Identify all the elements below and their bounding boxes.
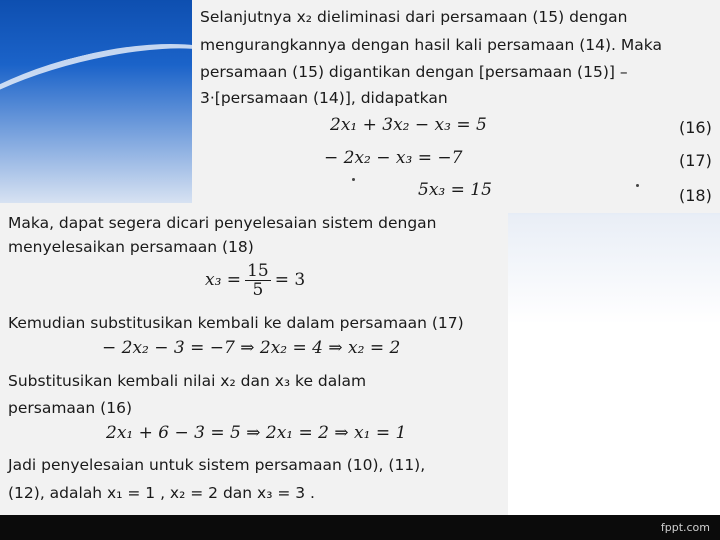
fraction xyxy=(245,262,271,299)
equation-number-16: (16) xyxy=(679,118,712,137)
bottom-line-2: menyelesaikan persamaan (18) xyxy=(8,238,254,256)
bottom-line-1: Maka, dapat segera dicari penyelesaian sistem dengan xyxy=(8,214,437,232)
substitution-equation-16: 2x₁ + 6 − 3 = 5 ⇒ 2x₁ = 2 ⇒ x₁ = 1 xyxy=(106,423,407,443)
fraction-denominator: 5 xyxy=(252,280,264,300)
top-line-3: persamaan (15) digantikan dengan [persamaan (15)] – xyxy=(200,63,628,81)
scan-speck xyxy=(352,178,355,181)
equation-number-18: (18) xyxy=(679,186,712,205)
footer-bar xyxy=(0,515,720,540)
top-line-4: 3·[persamaan (14)], didapatkan xyxy=(200,89,448,107)
bottom-text-panel xyxy=(0,203,508,515)
bottom-line-3: Kemudian substitusikan kembali ke dalam persamaan (17) xyxy=(8,314,464,332)
bottom-line-4: Substitusikan kembali nilai x₂ dan x₃ ke dalam xyxy=(8,372,367,390)
equation-17: − 2x₂ − x₃ = −7 xyxy=(324,148,463,168)
fppt-brand: fppt.com xyxy=(660,521,710,534)
top-line-1: Selanjutnya x₂ dieliminasi dari persamaan (15) dengan xyxy=(200,8,628,26)
substitution-equation-17: − 2x₂ − 3 = −7 ⇒ 2x₂ = 4 ⇒ x₂ = 2 xyxy=(102,338,401,358)
fraction-lhs: x₃ = xyxy=(205,270,242,290)
bottom-line-7: (12), adalah x₁ = 1 , x₂ = 2 dan x₃ = 3 . xyxy=(8,484,315,502)
equation-18: 5x₃ = 15 xyxy=(418,180,492,200)
fraction-equation xyxy=(205,261,305,299)
top-text-panel xyxy=(192,0,720,213)
equation-number-17: (17) xyxy=(679,151,712,170)
fraction-rhs: = 3 xyxy=(274,270,306,290)
scan-speck xyxy=(636,184,639,187)
bottom-line-6: Jadi penyelesaian untuk sistem persamaan (10), (11), xyxy=(8,456,426,474)
equation-16: 2x₁ + 3x₂ − x₃ = 5 xyxy=(330,115,487,135)
bottom-line-5: persamaan (16) xyxy=(8,399,132,417)
top-line-2: mengurangkannya dengan hasil kali persamaan (14). Maka xyxy=(200,36,662,54)
fraction-numerator: 15 xyxy=(247,261,269,281)
